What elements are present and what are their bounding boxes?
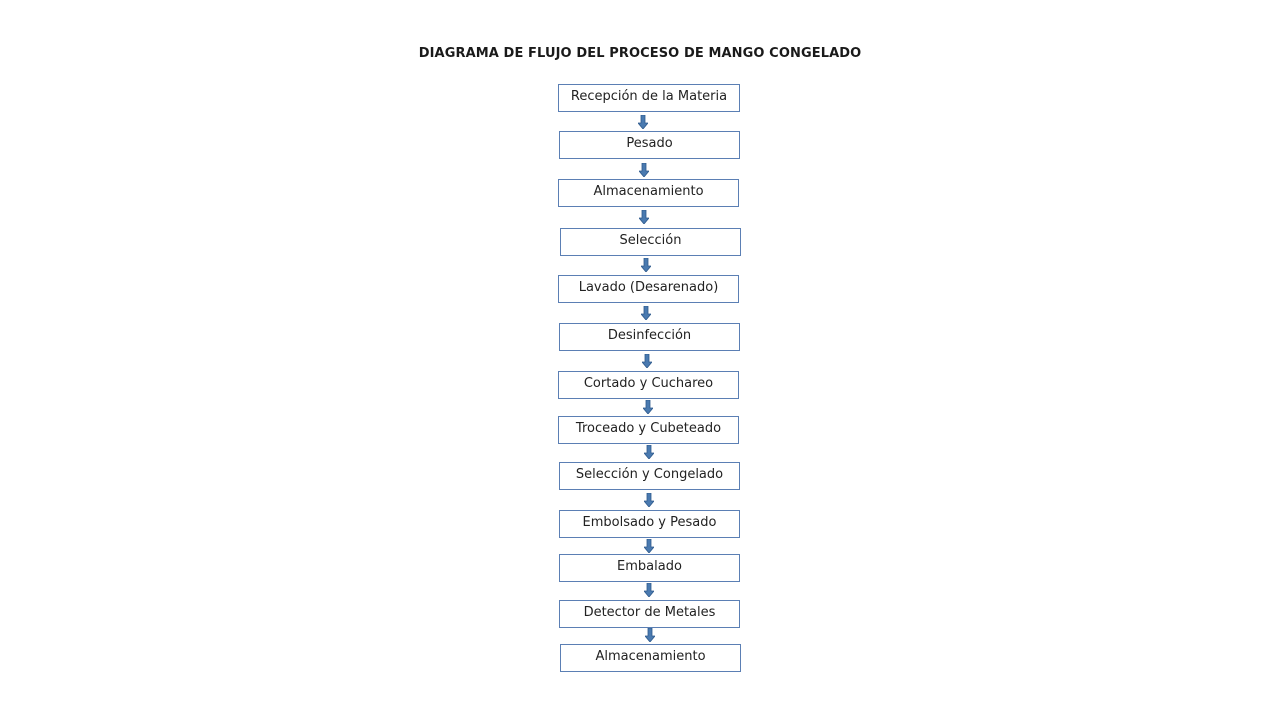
step-detector-metales xyxy=(559,600,740,628)
step-label: Almacenamiento xyxy=(595,649,706,664)
step-seleccion xyxy=(560,228,741,256)
down-arrow-icon xyxy=(641,258,651,272)
step-almacenamiento-inicial xyxy=(558,179,739,207)
step-label: Detector de Metales xyxy=(583,605,716,620)
step-label: Embalado xyxy=(617,559,682,574)
down-arrow-icon xyxy=(645,628,655,642)
step-label: Selección xyxy=(619,233,682,248)
step-label: Embolsado y Pesado xyxy=(582,515,717,530)
down-arrow-icon xyxy=(644,493,654,507)
step-label: Recepción de la Materia xyxy=(570,89,728,104)
step-label: Lavado (Desarenado) xyxy=(578,280,719,295)
step-cortado xyxy=(558,371,739,399)
down-arrow-icon xyxy=(643,400,653,414)
step-almacenamiento-final xyxy=(560,644,741,672)
step-label: Desinfección xyxy=(607,328,692,343)
step-desinfeccion xyxy=(559,323,740,351)
down-arrow-icon xyxy=(639,210,649,224)
down-arrow-icon xyxy=(639,163,649,177)
step-label: Almacenamiento xyxy=(593,184,704,199)
step-seleccion-congelado xyxy=(559,462,740,490)
step-label: Cortado y Cuchareo xyxy=(583,376,714,391)
diagram-title: DIAGRAMA DE FLUJO DEL PROCESO DE MANGO CONGELADO xyxy=(418,46,862,61)
step-lavado xyxy=(558,275,739,303)
step-embolsado xyxy=(559,510,740,538)
step-pesado xyxy=(559,131,740,159)
down-arrow-icon xyxy=(644,583,654,597)
step-label: Pesado xyxy=(626,136,673,151)
down-arrow-icon xyxy=(641,306,651,320)
step-troceado xyxy=(558,416,739,444)
step-recepcion xyxy=(558,84,740,112)
down-arrow-icon xyxy=(638,115,648,129)
down-arrow-icon xyxy=(644,539,654,553)
down-arrow-icon xyxy=(644,445,654,459)
down-arrow-icon xyxy=(642,354,652,368)
step-label: Selección y Congelado xyxy=(575,467,724,482)
step-embalado xyxy=(559,554,740,582)
step-label: Troceado y Cubeteado xyxy=(575,421,722,436)
